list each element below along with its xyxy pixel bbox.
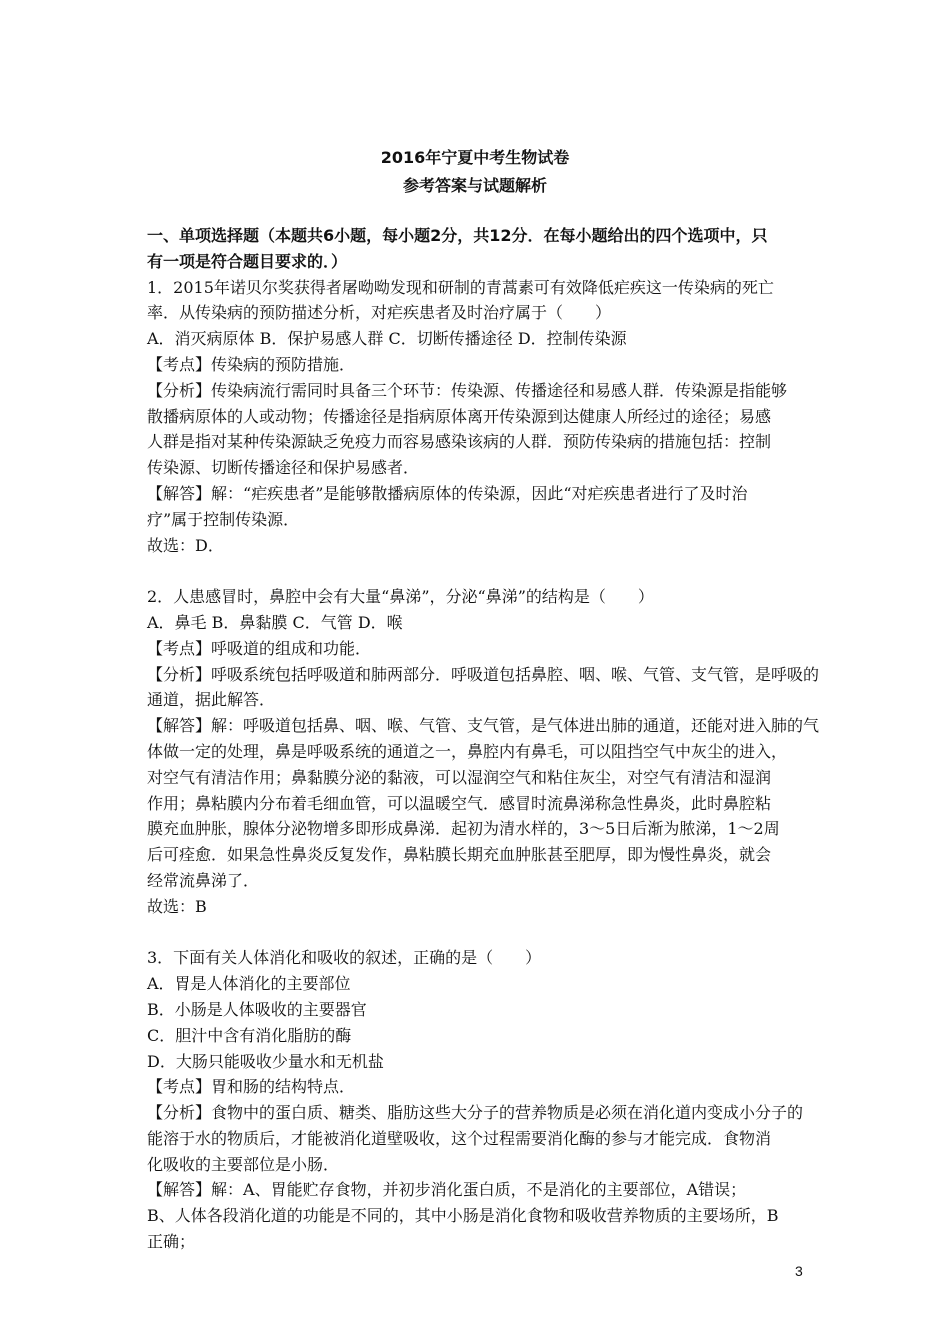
text-line — [147, 558, 807, 584]
line-text: 膜充血肿胀，腺体分泌物增多即形成鼻涕．起初为清水样的，3～5日后渐为脓涕，1～2周 — [147, 819, 780, 839]
section-label: 【分析】 — [147, 380, 212, 400]
text-line — [147, 610, 807, 636]
line-text: 传染病的预防措施． — [211, 354, 356, 374]
line-text: A．消灭病原体 B．保护易感人群 C．切断传播途径 D．控制传染源 — [147, 329, 627, 349]
text-line — [147, 713, 820, 739]
text-line — [147, 1100, 807, 1126]
text-line — [147, 1074, 807, 1100]
page-title: 2016年宁夏中考生物试卷 — [380, 148, 570, 167]
section-label: 【解答】 — [147, 716, 212, 736]
line-text: 能溶于水的物质后，才能被消化道壁吸收，这个过程需要消化酶的参与才能完成．食物消 — [147, 1128, 772, 1148]
text-line — [147, 352, 807, 378]
line-text: B．小肠是人体吸收的主要器官 — [147, 999, 367, 1019]
line-text: 作用；鼻粘膜内分布着毛细血管，可以温暖空气．感冒时流鼻涕称急性鼻炎，此时鼻腔粘 — [147, 793, 772, 813]
text-line — [147, 868, 807, 894]
section-label: 【解答】 — [147, 1180, 212, 1200]
text-line — [147, 1126, 807, 1152]
text-line — [147, 1023, 807, 1049]
section-label: 【考点】 — [147, 354, 212, 374]
text-line — [147, 1049, 807, 1075]
text-line — [147, 765, 807, 791]
text-line — [147, 636, 807, 662]
text-line — [147, 842, 807, 868]
line-text: 解：呼吸道包括鼻、咽、喉、气管、支气管，是气体进出肺的通道，还能对进入肺的气 — [211, 716, 820, 736]
text-line — [147, 1177, 807, 1203]
line-text: 体做一定的处理，鼻是呼吸系统的通道之一，鼻腔内有鼻毛，可以阻挡空气中灰尘的进入， — [147, 741, 788, 761]
text-line — [147, 326, 807, 352]
page-subtitle: 参考答案与试题解析 — [402, 176, 547, 195]
section-label: 【分析】 — [147, 1103, 212, 1123]
text-line — [147, 971, 807, 997]
text-line — [147, 300, 807, 326]
line-text: 食物中的蛋白质、糖类、脂肪这些大分子的营养物质是必须在消化道内变成小分子的 — [211, 1103, 804, 1123]
line-text: 2．人患感冒时，鼻腔中会有大量“鼻涕”，分泌“鼻涕”的结构是（ ） — [147, 587, 654, 607]
text-line — [147, 687, 807, 713]
line-text: 1．2015年诺贝尔奖获得者屠呦呦发现和研制的青蒿素可有效降低疟疾这一传染病的死亡 — [147, 277, 774, 297]
text-line — [147, 584, 807, 610]
line-text: 有一项是符合题目要求的．） — [147, 251, 348, 271]
text-line — [147, 1152, 807, 1178]
line-text: 3．下面有关人体消化和吸收的叙述，正确的是（ ） — [147, 948, 542, 968]
line-text: 故选：B — [147, 896, 207, 916]
text-line — [147, 507, 807, 533]
line-text: 一、单项选择题（本题共6小题，每小题2分，共12分．在每小题给出的四个选项中，只 — [147, 226, 768, 245]
text-line — [147, 378, 807, 404]
text-line — [147, 1203, 807, 1229]
page-number: 3 — [795, 1263, 803, 1279]
text-line — [147, 275, 807, 301]
line-text: 化吸收的主要部位是小肠． — [147, 1154, 340, 1174]
line-text: 通道，据此解答． — [147, 690, 276, 710]
section-label: 【考点】 — [147, 638, 212, 658]
line-text: 传染源、切断传播途径和保护易感者． — [147, 458, 420, 478]
text-line — [147, 533, 807, 559]
line-text: D．大肠只能吸收少量水和无机盐 — [147, 1051, 384, 1071]
line-text: 疗”属于控制传染源． — [147, 509, 300, 529]
line-text: A．鼻毛 B．鼻黏膜 C．气管 D．喉 — [147, 612, 403, 632]
line-text: 后可痊愈．如果急性鼻炎反复发作，鼻粘膜长期充血肿胀甚至肥厚，即为慢性鼻炎，就会 — [147, 845, 772, 865]
text-line — [147, 920, 807, 946]
line-text: 呼吸道的组成和功能． — [211, 638, 372, 658]
line-text: 解：A、胃能贮存食物，并初步消化蛋白质，不是消化的主要部位，A错误； — [211, 1180, 747, 1200]
line-text: B、人体各段消化道的功能是不同的，其中小肠是消化食物和吸收营养物质的主要场所，B — [147, 1206, 779, 1226]
line-text: 呼吸系统包括呼吸道和肺两部分．呼吸道包括鼻腔、咽、喉、气管、支气管，是呼吸的 — [211, 664, 820, 684]
line-text: C．胆汁中含有消化脂肪的酶 — [147, 1025, 352, 1045]
text-line — [147, 481, 807, 507]
text-line — [147, 662, 820, 688]
line-text: 解：“疟疾患者”是能够散播病原体的传染源，因此“对疟疾患者进行了及时治 — [211, 483, 748, 503]
line-text: 正确； — [147, 1232, 196, 1252]
text-line — [147, 791, 807, 817]
document-body — [147, 223, 820, 1255]
text-line — [147, 894, 807, 920]
line-text: 率．从传染病的预防描述分析，对疟疾患者及时治疗属于（ ） — [147, 303, 612, 323]
text-line — [147, 404, 807, 430]
section-label: 【考点】 — [147, 1077, 212, 1097]
section-label: 【解答】 — [147, 483, 212, 503]
line-text: 散播病原体的人或动物；传播途径是指病原体离开传染源到达健康人所经过的途径；易感 — [147, 406, 772, 426]
line-text: A．胃是人体消化的主要部位 — [147, 974, 351, 994]
text-line — [147, 739, 807, 765]
text-line — [147, 429, 807, 455]
text-line — [147, 997, 807, 1023]
text-line — [147, 816, 807, 842]
line-text: 传染病流行需同时具备三个环节：传染源、传播途径和易感人群．传染源是指能够 — [211, 380, 788, 400]
text-line — [147, 1229, 807, 1255]
text-line — [147, 249, 807, 275]
section-label: 【分析】 — [147, 664, 212, 684]
line-text: 对空气有清洁作用；鼻黏膜分泌的黏液，可以湿润空气和粘住灰尘，对空气有清洁和湿润 — [147, 767, 772, 787]
line-text: 经常流鼻涕了． — [147, 870, 260, 890]
text-line — [147, 223, 807, 249]
line-text: 胃和肠的结构特点． — [211, 1077, 356, 1097]
line-text: 人群是指对某种传染源缺乏免疫力而容易感染该病的人群．预防传染病的措施包括：控制 — [147, 432, 772, 452]
text-line — [147, 455, 807, 481]
text-line — [147, 945, 807, 971]
line-text: 故选：D． — [147, 535, 224, 555]
